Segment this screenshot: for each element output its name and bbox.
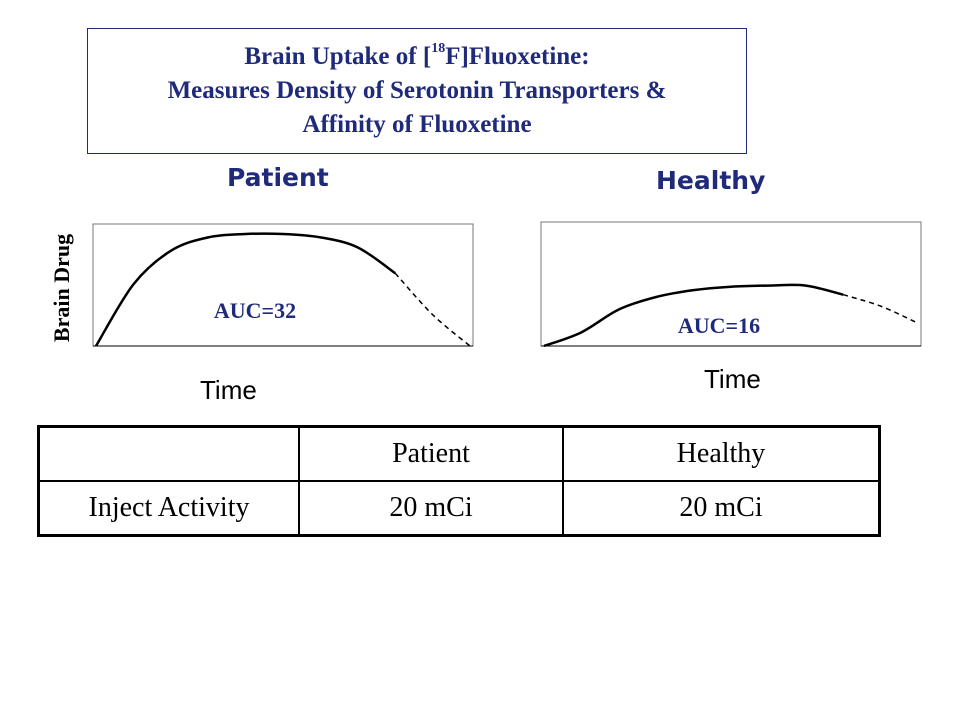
table-header-cell: Patient	[299, 427, 563, 482]
table-cell: 20 mCi	[563, 481, 880, 536]
patient-plot-frame	[93, 224, 473, 346]
table-header-row	[39, 427, 880, 482]
title-line-1: Brain Uptake of [$^{18}$F]Fluoxetine:	[244, 40, 590, 70]
healthy-x-axis-label: Time	[704, 364, 761, 394]
table-cell: Inject Activity	[39, 481, 300, 536]
title-line-2: Measures Density of Serotonin Transporters &	[167, 77, 667, 104]
patient-extrapolated-curve	[395, 273, 470, 346]
table-cell: 20 mCi	[299, 481, 563, 536]
summary-table	[37, 425, 881, 537]
healthy-extrapolated-curve	[843, 295, 918, 324]
title-line-3: Affinity of Fluoxetine	[302, 111, 532, 138]
patient-x-axis-label: Time	[200, 375, 257, 405]
patient-uptake-curve	[96, 234, 395, 346]
healthy-chart-title: Healthy	[656, 166, 766, 195]
patient-chart-title: Patient	[227, 163, 329, 192]
table-row	[39, 481, 880, 536]
table-header-cell	[39, 427, 300, 482]
healthy-auc-label: AUC=16	[677, 313, 761, 338]
healthy-chart	[541, 222, 921, 346]
patient-chart	[93, 224, 473, 346]
table-header-cell: Healthy	[563, 427, 880, 482]
patient-auc-label: AUC=32	[213, 298, 297, 323]
y-axis-label: Brain Drug	[49, 233, 74, 343]
